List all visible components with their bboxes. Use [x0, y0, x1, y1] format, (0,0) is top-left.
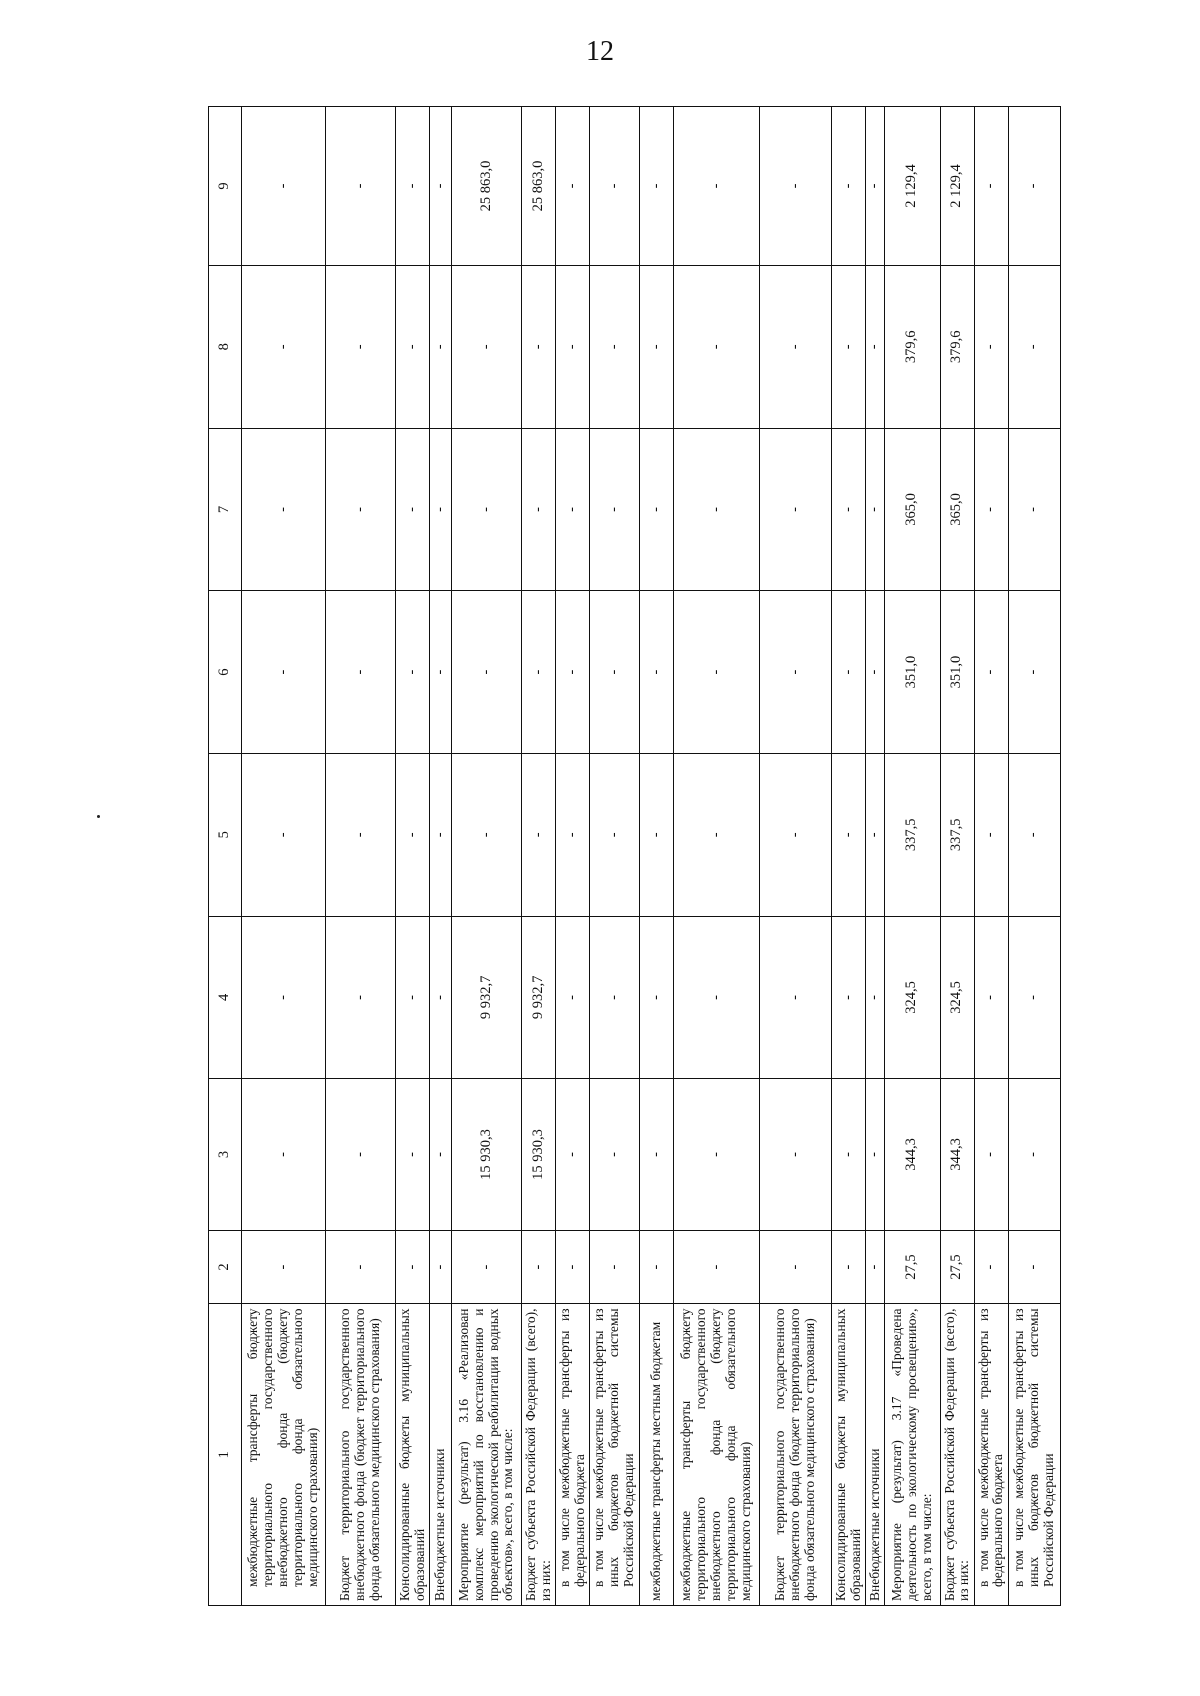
- row-value: 2 129,4: [940, 107, 974, 266]
- row-value: -: [974, 107, 1008, 266]
- row-value: -: [522, 1230, 556, 1304]
- row-value: -: [556, 107, 590, 266]
- row-label: межбюджетные трансферты бюджету территориального государственного внебюджетного фонда (бюджету территориального фонда обязательного медицинского страхования): [674, 1304, 760, 1606]
- row-value: -: [1008, 107, 1060, 266]
- row-label: Внебюджетные источники: [430, 1304, 452, 1606]
- row-value: -: [452, 1230, 522, 1304]
- row-value: -: [430, 591, 452, 754]
- column-header: 2: [209, 1230, 242, 1304]
- row-value: 351,0: [884, 591, 940, 754]
- row-value: -: [556, 1079, 590, 1230]
- row-value: 324,5: [940, 916, 974, 1079]
- row-value: -: [242, 265, 326, 428]
- table-row: [556, 107, 590, 1606]
- budget-table: [208, 106, 1061, 1606]
- row-value: -: [674, 428, 760, 591]
- row-value: -: [760, 265, 832, 428]
- table-row: [940, 107, 974, 1606]
- row-value: -: [1008, 753, 1060, 916]
- row-value: 27,5: [940, 1230, 974, 1304]
- column-header: 6: [209, 591, 242, 754]
- row-value: -: [396, 916, 430, 1079]
- row-value: -: [326, 428, 396, 591]
- row-value: -: [396, 107, 430, 266]
- row-label: Мероприятие (результат) 3.16 «Реализован комплекс мероприятий по восстановлению и проведению экологической реабилитации водных объектов», всего, в том числе:: [452, 1304, 522, 1606]
- row-value: -: [866, 107, 885, 266]
- row-value: -: [242, 916, 326, 1079]
- row-value: 9 932,7: [522, 916, 556, 1079]
- column-header: 9: [209, 107, 242, 266]
- row-value: -: [590, 1079, 640, 1230]
- row-value: -: [674, 107, 760, 266]
- row-value: -: [326, 1079, 396, 1230]
- row-value: 324,5: [884, 916, 940, 1079]
- row-value: -: [674, 265, 760, 428]
- row-value: -: [640, 916, 674, 1079]
- row-value: -: [556, 1230, 590, 1304]
- row-value: 15 930,3: [452, 1079, 522, 1230]
- page-number: 12: [586, 36, 614, 67]
- row-value: -: [832, 1230, 866, 1304]
- row-value: -: [974, 591, 1008, 754]
- column-header: 1: [209, 1304, 242, 1606]
- row-value: -: [452, 265, 522, 428]
- row-value: -: [674, 591, 760, 754]
- scan-speck: [97, 815, 100, 818]
- row-label: в том числе межбюджетные трансферты из федерального бюджета: [556, 1304, 590, 1606]
- row-label: межбюджетные трансферты бюджету территориального государственного внебюджетного фонда (бюджету территориального фонда обязательного медицинского страхования): [242, 1304, 326, 1606]
- row-value: -: [832, 1079, 866, 1230]
- row-value: -: [640, 428, 674, 591]
- row-value: -: [522, 753, 556, 916]
- table-row: [832, 107, 866, 1606]
- row-value: -: [242, 753, 326, 916]
- row-value: -: [242, 428, 326, 591]
- row-value: -: [674, 1079, 760, 1230]
- row-value: -: [674, 753, 760, 916]
- row-value: -: [590, 1230, 640, 1304]
- row-label: Бюджет территориального государственного внебюджетного фонда (бюджет территориального фонда обязательного медицинского страхования): [326, 1304, 396, 1606]
- table-row: [452, 107, 522, 1606]
- row-value: -: [760, 428, 832, 591]
- row-value: -: [640, 591, 674, 754]
- row-label: в том числе межбюджетные трансферты из иных бюджетов бюджетной системы Российской Федерации: [1008, 1304, 1060, 1606]
- row-value: -: [452, 753, 522, 916]
- column-header: 7: [209, 428, 242, 591]
- row-value: -: [760, 591, 832, 754]
- row-value: -: [396, 428, 430, 591]
- row-value: -: [242, 591, 326, 754]
- row-value: -: [832, 591, 866, 754]
- row-value: -: [430, 265, 452, 428]
- row-value: -: [556, 591, 590, 754]
- row-value: -: [640, 265, 674, 428]
- row-value: 365,0: [884, 428, 940, 591]
- row-value: -: [760, 753, 832, 916]
- row-value: -: [326, 591, 396, 754]
- row-label: в том числе межбюджетные трансферты из иных бюджетов бюджетной системы Российской Федерации: [590, 1304, 640, 1606]
- row-value: -: [832, 428, 866, 591]
- row-value: 379,6: [940, 265, 974, 428]
- row-value: -: [326, 916, 396, 1079]
- rotated-table-container: [208, 106, 1056, 1606]
- row-value: -: [430, 428, 452, 591]
- row-value: -: [1008, 1230, 1060, 1304]
- row-value: -: [640, 1079, 674, 1230]
- row-value: -: [974, 753, 1008, 916]
- row-value: -: [866, 591, 885, 754]
- row-value: -: [832, 107, 866, 266]
- row-value: -: [674, 1230, 760, 1304]
- column-header: 3: [209, 1079, 242, 1230]
- table-row: [674, 107, 760, 1606]
- row-value: 337,5: [884, 753, 940, 916]
- table-row: [326, 107, 396, 1606]
- row-value: -: [396, 753, 430, 916]
- row-value: -: [832, 265, 866, 428]
- row-value: 344,3: [884, 1079, 940, 1230]
- row-value: -: [556, 265, 590, 428]
- row-value: -: [590, 107, 640, 266]
- row-value: -: [556, 428, 590, 591]
- row-value: -: [866, 1230, 885, 1304]
- table-row: [430, 107, 452, 1606]
- row-label: Консолидированные бюджеты муниципальных образований: [396, 1304, 430, 1606]
- row-value: -: [590, 916, 640, 1079]
- row-value: -: [326, 265, 396, 428]
- row-value: 27,5: [884, 1230, 940, 1304]
- table-row: [884, 107, 940, 1606]
- table-row: [974, 107, 1008, 1606]
- row-value: 2 129,4: [884, 107, 940, 266]
- row-value: -: [974, 916, 1008, 1079]
- row-value: -: [974, 265, 1008, 428]
- table-row: [640, 107, 674, 1606]
- column-header: 4: [209, 916, 242, 1079]
- column-header: 5: [209, 753, 242, 916]
- row-value: -: [640, 1230, 674, 1304]
- row-value: -: [396, 265, 430, 428]
- table-row: [866, 107, 885, 1606]
- header-row: [209, 107, 242, 1606]
- row-value: -: [430, 1079, 452, 1230]
- row-value: 344,3: [940, 1079, 974, 1230]
- row-value: -: [640, 753, 674, 916]
- row-value: -: [452, 591, 522, 754]
- row-value: -: [430, 916, 452, 1079]
- row-value: -: [590, 591, 640, 754]
- row-value: -: [590, 753, 640, 916]
- row-value: -: [590, 265, 640, 428]
- row-value: -: [242, 1230, 326, 1304]
- row-value: -: [556, 753, 590, 916]
- column-header: 8: [209, 265, 242, 428]
- row-value: -: [1008, 265, 1060, 428]
- table-row: [396, 107, 430, 1606]
- row-value: 9 932,7: [452, 916, 522, 1079]
- row-value: -: [326, 753, 396, 916]
- row-value: -: [760, 916, 832, 1079]
- row-value: 25 863,0: [452, 107, 522, 266]
- row-value: -: [760, 1079, 832, 1230]
- row-value: -: [974, 428, 1008, 591]
- row-value: -: [1008, 591, 1060, 754]
- row-value: -: [430, 1230, 452, 1304]
- row-value: -: [522, 591, 556, 754]
- table-row: [760, 107, 832, 1606]
- row-value: 379,6: [884, 265, 940, 428]
- row-label: Внебюджетные источники: [866, 1304, 885, 1606]
- row-value: 351,0: [940, 591, 974, 754]
- row-value: -: [1008, 1079, 1060, 1230]
- table-row: [242, 107, 326, 1606]
- row-value: -: [396, 1230, 430, 1304]
- row-label: Бюджет субъекта Российской Федерации (всего), из них:: [940, 1304, 974, 1606]
- row-value: -: [326, 1230, 396, 1304]
- row-label: межбюджетные трансферты местным бюджетам: [640, 1304, 674, 1606]
- row-value: -: [760, 107, 832, 266]
- row-label: Консолидированные бюджеты муниципальных образований: [832, 1304, 866, 1606]
- row-value: -: [326, 107, 396, 266]
- row-value: 337,5: [940, 753, 974, 916]
- row-value: -: [866, 265, 885, 428]
- table-row: [590, 107, 640, 1606]
- row-value: -: [590, 428, 640, 591]
- row-value: -: [674, 916, 760, 1079]
- row-value: -: [1008, 428, 1060, 591]
- row-value: -: [396, 1079, 430, 1230]
- row-label: Бюджет субъекта Российской Федерации (всего), из них:: [522, 1304, 556, 1606]
- row-value: 365,0: [940, 428, 974, 591]
- row-value: 15 930,3: [522, 1079, 556, 1230]
- row-value: -: [640, 107, 674, 266]
- row-value: -: [832, 916, 866, 1079]
- row-value: -: [866, 428, 885, 591]
- row-value: -: [832, 753, 866, 916]
- row-value: -: [430, 107, 452, 266]
- row-value: 25 863,0: [522, 107, 556, 266]
- row-value: -: [242, 1079, 326, 1230]
- row-value: -: [556, 916, 590, 1079]
- row-value: -: [974, 1230, 1008, 1304]
- row-value: -: [522, 265, 556, 428]
- row-value: -: [974, 1079, 1008, 1230]
- row-label: Бюджет территориального государственного внебюджетного фонда (бюджет территориального фонда обязательного медицинского страхования): [760, 1304, 832, 1606]
- table-row: [1008, 107, 1060, 1606]
- row-value: -: [522, 428, 556, 591]
- row-value: -: [1008, 916, 1060, 1079]
- row-value: -: [396, 591, 430, 754]
- row-value: -: [866, 1079, 885, 1230]
- row-label: Мероприятие (результат) 3.17 «Проведена деятельность по экологическому просвещению», всего, в том числе:: [884, 1304, 940, 1606]
- row-value: -: [452, 428, 522, 591]
- row-value: -: [242, 107, 326, 266]
- row-value: -: [866, 916, 885, 1079]
- row-value: -: [430, 753, 452, 916]
- table-row: [522, 107, 556, 1606]
- row-value: -: [866, 753, 885, 916]
- row-label: в том числе межбюджетные трансферты из федерального бюджета: [974, 1304, 1008, 1606]
- row-value: -: [760, 1230, 832, 1304]
